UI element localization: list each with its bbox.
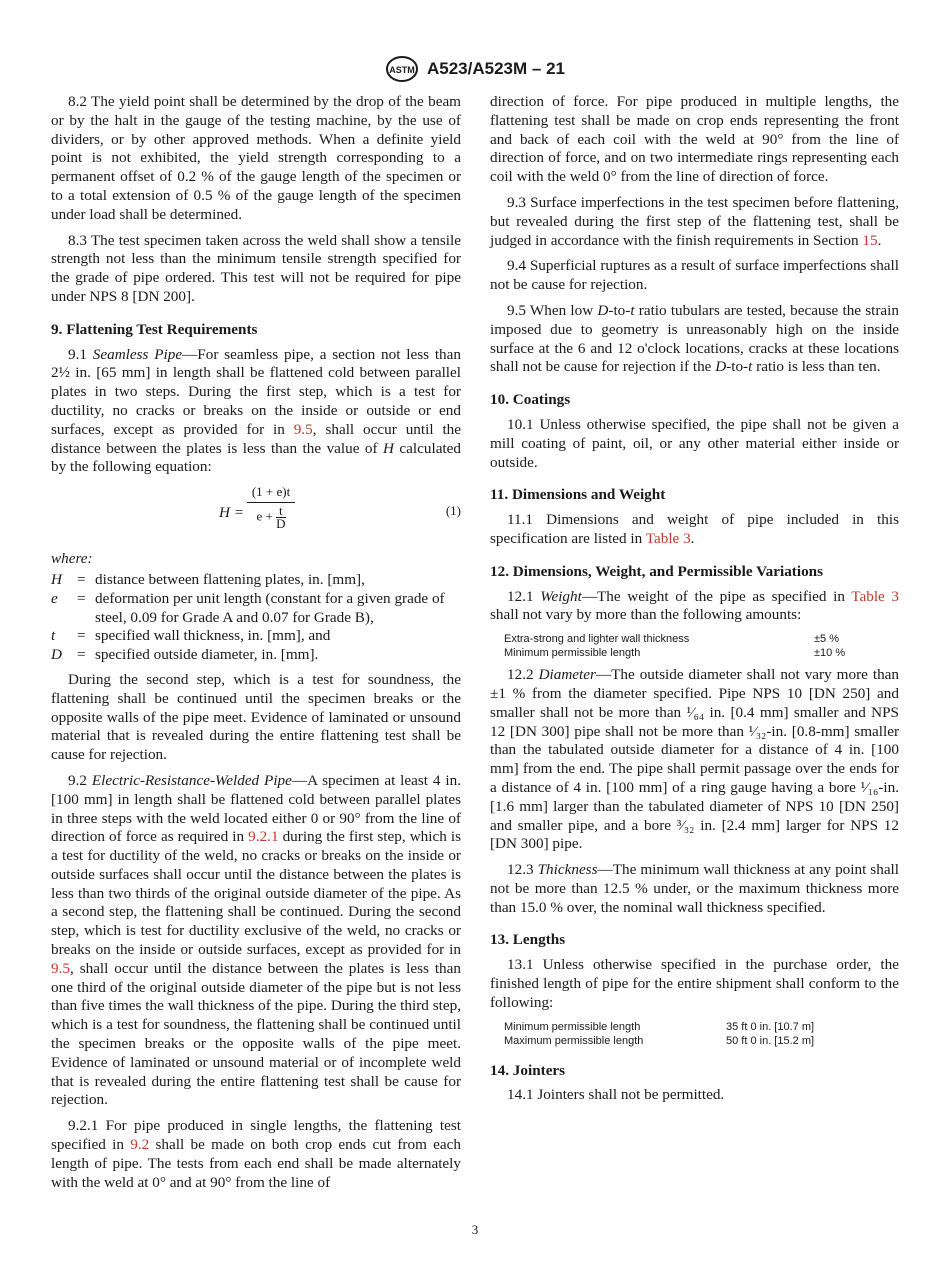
equation-number: (1) xyxy=(445,503,461,519)
section-14-heading: 14. Jointers xyxy=(490,1061,566,1079)
section-10-heading: 10. Coatings xyxy=(490,391,571,409)
table-row: Extra-strong and lighter wall thickness ±5 % xyxy=(504,633,839,646)
length-table xyxy=(504,1020,899,1048)
section-13-heading: 13. Lengths xyxy=(490,931,566,949)
ref-section-15-link[interactable]: 15 xyxy=(862,231,878,249)
section-9-heading: 9. Flattening Test Requirements xyxy=(51,320,258,338)
section-12-heading: 12. Dimensions, Weight, and Permissible Variations xyxy=(490,562,824,580)
equation-fraction: (1 + e)t e + $\frac{t}{D}$ xyxy=(247,484,295,530)
ref-table-3-link[interactable]: Table 3 xyxy=(645,529,691,547)
para-9-2: 9.2 Electric-Resistance-Welded Pipe—A specimen at least 4 in. [100 mm] in length shall be flattened cold between parallel plates in three steps with the weld located either 0 or 90° from the line of direction of force as required in 9.2.1 during the first step, which is a test for ductility of the weld, no cracks or breaks on the inside or outside surfaces shall occur until the distance between the plates is less than two thirds of the original outside diameter of the pipe. As a second step, the flattening shall be continued. During the second step, which is test for ductility exclusive of the weld, no cracks or breaks on the inside or outside surfaces, except as provided for in 9.5, shall occur until the distance between the plates is less than one third of the original outside diameter of the pipe but is not less than five times the wall thickness of the pipe. During the third step, which is a test for soundness, the flattening shall be continued until the specimen breaks or the opposite walls of the pipe meet. Evidence of laminated or unsound material or of incomplete weld that is revealed during the entire flattening test shall be cause for rejection. xyxy=(51,771,461,1109)
definition-row: e = deformation per unit length (constant for a given grade of steel, 0.09 for Grade A and 0.07 for Grade B), xyxy=(51,589,445,626)
ref-9-2-1-link[interactable]: 9.2.1 xyxy=(248,828,279,846)
para-9-2-1-continued: direction of force. For pipe produced in multiple lengths, the flattening test shall be made on crop ends representing the front and back of each coil with the weld at 90° from the line of direction of force, and on two intermediate rings representing each coil with the weld 0° from the line of direction of force. xyxy=(490,93,899,186)
para-12-2: 12.2 Diameter—The outside diameter shall not vary more than ±1 % from the diameter specified. Pipe NPS 10 [DN 250] and smaller shall not be more than ¹⁄₆₄ in. [0.4 mm] smaller and NPS 12 [DN 300] pipe shall not be more than ¹⁄₃₂-in. [0.8-mm] smaller than the tabulated outside diameter for a distance of 4 in. [100 mm] from the end. The pipe shall permit passage over the ends for a distance of 4 in. [100 mm] of a ring gauge having a bore ¹⁄₁₆-in. [1.6 mm] larger than the tabulated diameter of NPS 10 [DN 250] and smaller pipe, and a bore ³⁄₃₂ in. [2.4 mm] larger for NPS 12 [DN 300] pipe. xyxy=(490,666,900,853)
ref-9-2-link[interactable]: 9.2 xyxy=(130,1136,150,1154)
ref-9-5-link[interactable]: 9.5 xyxy=(51,959,70,977)
astm-logo-icon xyxy=(385,55,419,83)
definition-row: t = specified wall thickness, in. [mm], and xyxy=(51,627,331,645)
section-11-heading: 11. Dimensions and Weight xyxy=(490,486,666,504)
table-row: Minimum permissible length ±10 % xyxy=(504,647,846,660)
para-8-3: 8.3 The test specimen taken across the weld shall show a tensile strength not less than the minimum tensile strength specified for the grade of pipe ordered. This test will not be required for pipe under NPS 8 [DN 200]. xyxy=(51,231,461,305)
ref-table-3-link[interactable]: Table 3 xyxy=(851,587,900,605)
definition-row: H = distance between flattening plates, in. [mm], xyxy=(51,570,365,588)
para-9-2-1: 9.2.1 For pipe produced in single lengths, the flattening test specified in 9.2 shall be made on both crop ends cut from each length of pipe. The tests from each end shall be made alternately with the weld at 0° and at 90° from the line of xyxy=(51,1117,461,1191)
definition-row: D = specified outside diameter, in. [mm]. xyxy=(51,646,319,664)
para-14-1: 14.1 Jointers shall not be permitted. xyxy=(507,1086,725,1104)
where-label: where: xyxy=(51,550,93,568)
para-10-1: 10.1 Unless otherwise specified, the pipe shall not be given a mill coating of paint, oil, or any other material either inside or outside. xyxy=(490,415,899,471)
svg-text:ASTM: ASTM xyxy=(389,65,415,75)
para-13-1: 13.1 Unless otherwise specified in the purchase order, the finished length of pipe for the entire shipment shall conform to the following: xyxy=(490,956,899,1011)
table-row: Minimum permissible length 35 ft 0 in. [10.7 m] xyxy=(504,1020,815,1033)
para-8-2: 8.2 The yield point shall be determined by the drop of the beam or by the halt in the gauge of the testing machine, by the use of dividers, or by other approved methods. When a definite yield point is not exhibited, the yield strength corresponding to a permanent offset of 0.2 % of the gauge length of the specimen or to a total extension of 0.5 % of the gauge length of the specimen under load shall be determined. xyxy=(51,93,461,223)
variable-definitions xyxy=(51,571,461,665)
weight-variation-table xyxy=(504,632,899,660)
ref-9-5-link[interactable]: 9.5 xyxy=(293,420,313,438)
left-column xyxy=(51,93,461,1199)
page-number: 3 xyxy=(471,1222,479,1237)
para-12-1: 12.1 Weight—The weight of the pipe as specified in Table 3 shall not vary by more than the following amounts: xyxy=(490,587,900,624)
para-11-1: 11.1 Dimensions and weight of pipe included in this specification are listed in Table 3. xyxy=(490,511,899,547)
para-12-3: 12.3 Thickness—The minimum wall thickness at any point shall not be more than 12.5 % under, or the maximum thickness more than 15.0 % over, the nominal wall thickness specified. xyxy=(490,861,899,916)
para-9-5: 9.5 When low D-to-t ratio tubulars are tested, because the strain imposed due to geometry is unreasonably high on the inside surface at the 6 and 12 o'clock locations, cracks at these locations shall not be cause for rejection if the D-to-t ratio is less than ten. xyxy=(490,301,899,376)
equation-1: H = (1 + e)t e + $\frac{t}{D}$ (1) xyxy=(219,484,461,532)
para-second-step: During the second step, which is a test for soundness, the flattening shall be continued until the specimen breaks or the opposite walls of the pipe meet. Evidence of laminated or unsound material that is revealed during the entire flattening test shall be cause for rejection. xyxy=(51,670,461,764)
right-column xyxy=(490,93,899,1112)
page-header xyxy=(0,54,950,84)
para-9-4: 9.4 Superficial ruptures as a result of surface imperfections shall not be cause for rejection. xyxy=(490,257,899,294)
para-9-3: 9.3 Surface imperfections in the test specimen before flattening, but revealed during the first step of the flattening test, shall be judged in accordance with the finish requirements in Section 15. xyxy=(490,193,899,249)
table-row: Maximum permissible length 50 ft 0 in. [15.2 m] xyxy=(504,1034,815,1047)
document-id: A523/A523M – 21 xyxy=(427,59,565,78)
para-9-1: 9.1 Seamless Pipe—For seamless pipe, a section not less than 2½ in. [65 mm] in length shall be flattened cold between parallel plates in two steps. During the first step, which is a test for ductility, no cracks or breaks on the inside or outside or end surfaces, except as provided for in 9.5, shall occur until the distance between the plates is less than the value of H calculated by the following equation: xyxy=(51,345,461,476)
